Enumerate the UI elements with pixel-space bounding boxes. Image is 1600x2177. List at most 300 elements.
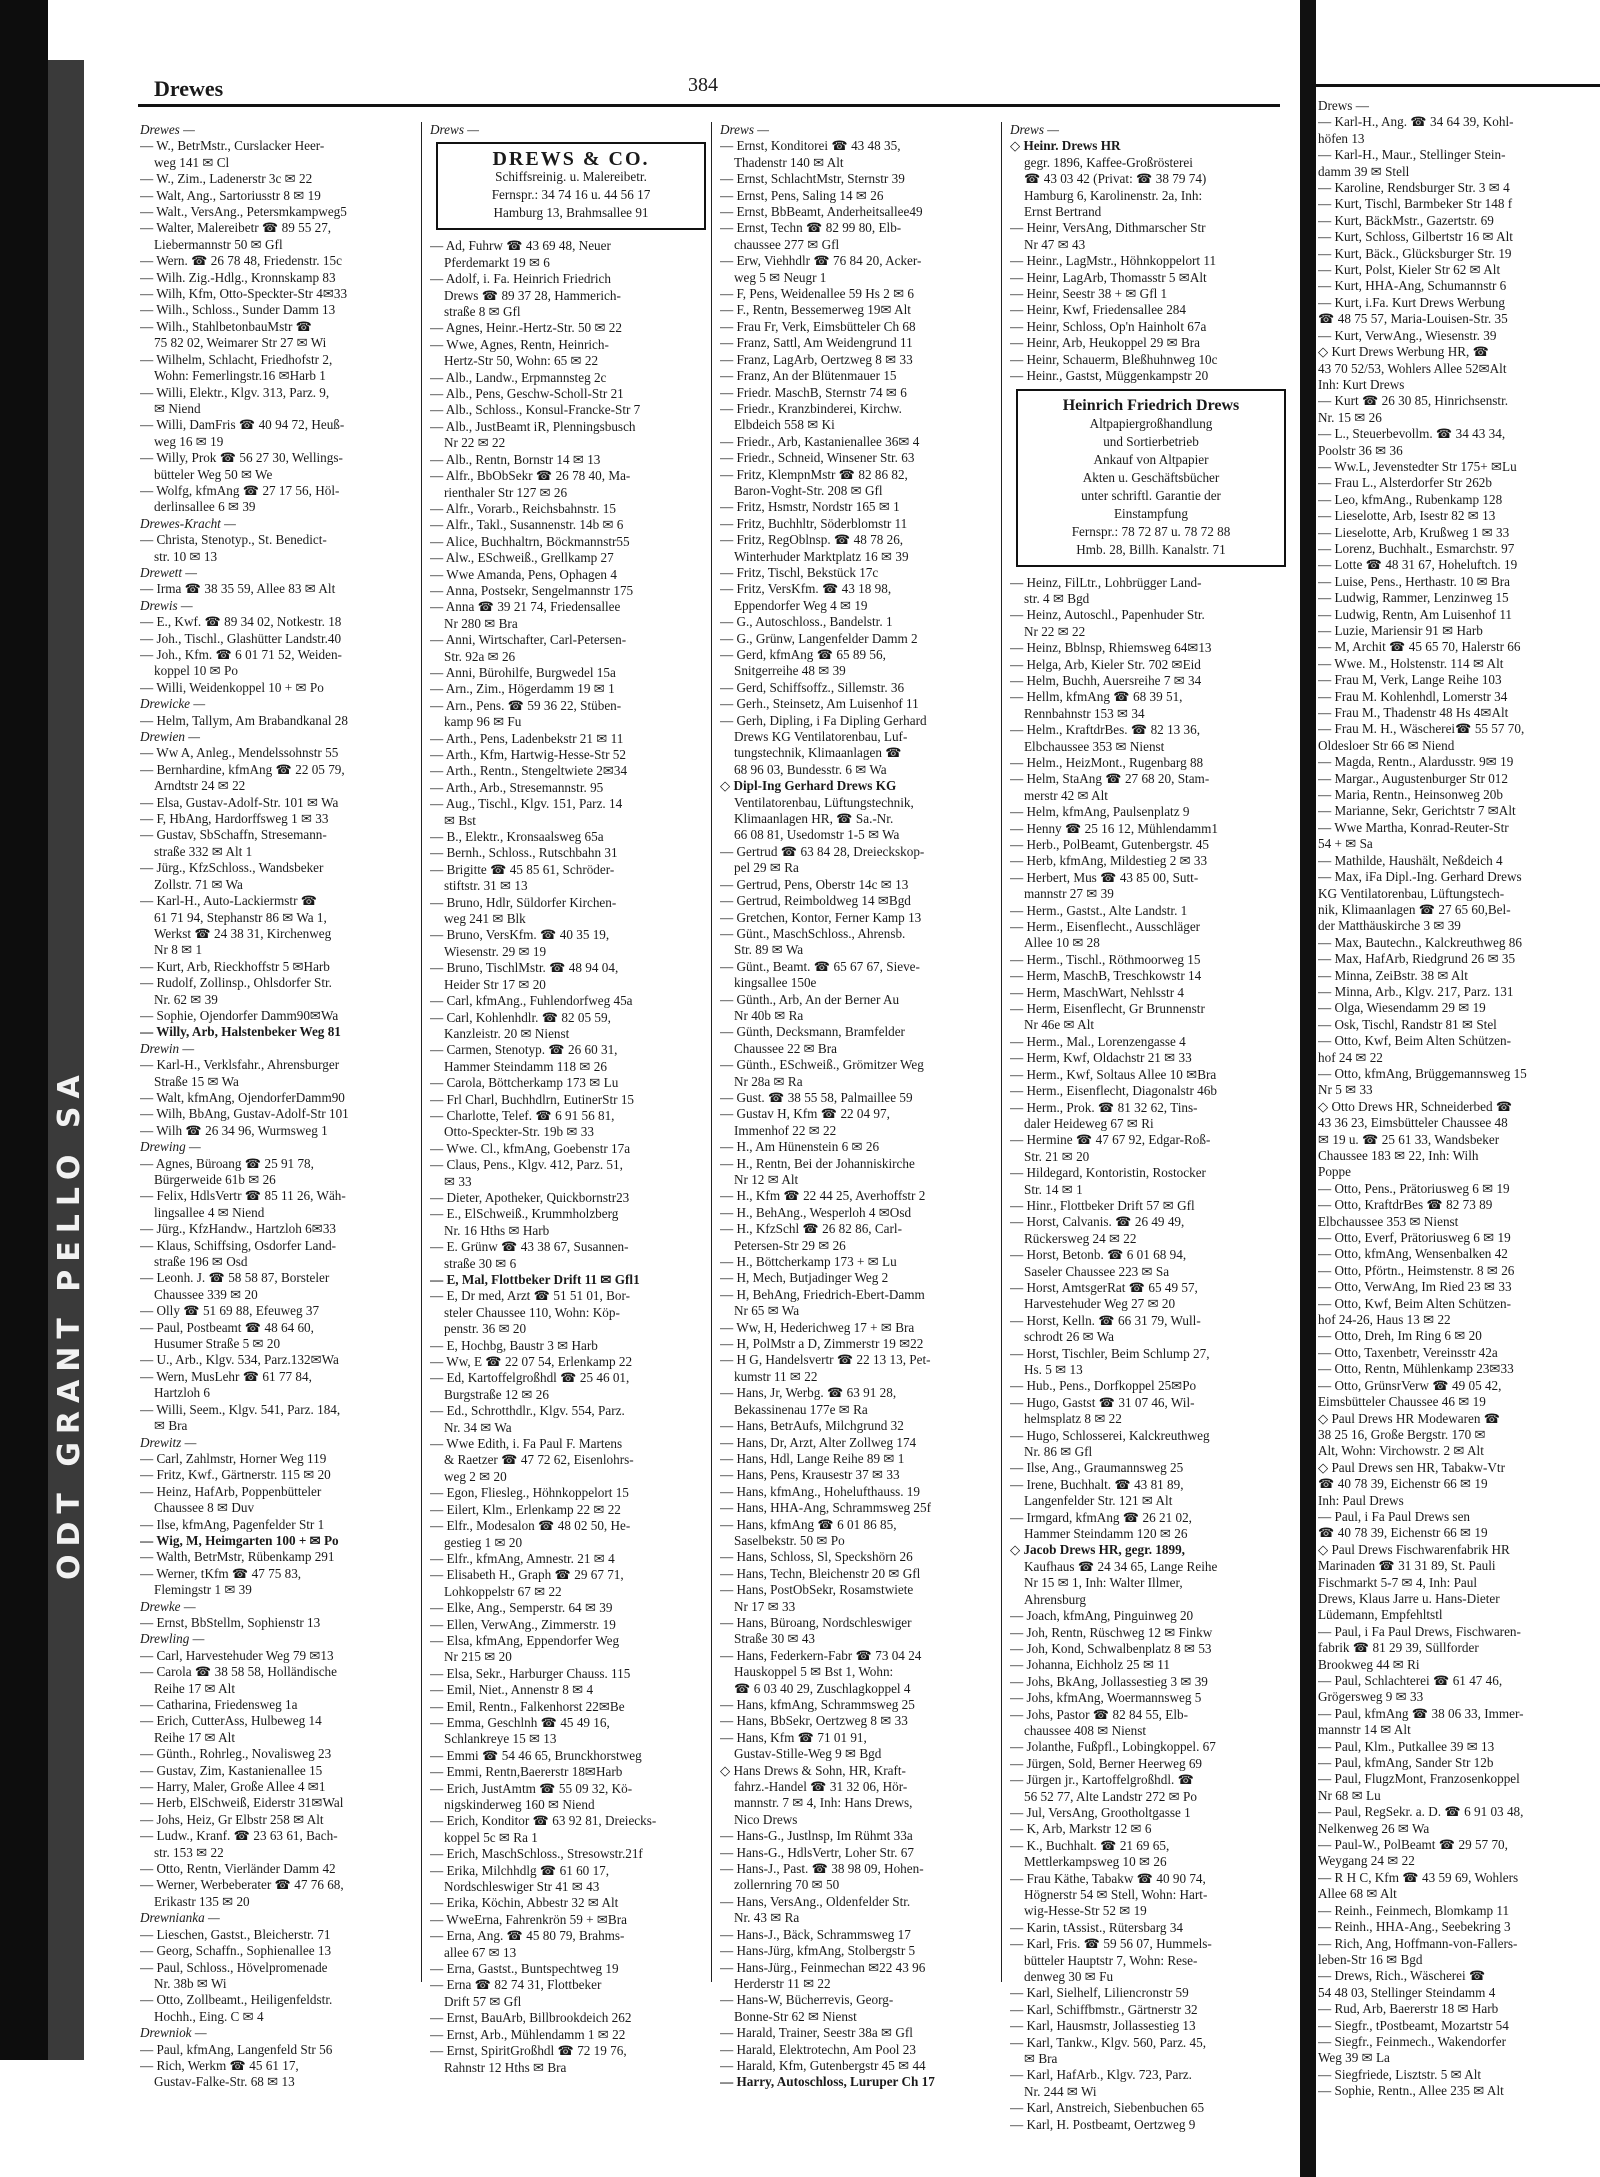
directory-entry: — Walt, Ang., Sartoriusstr 8 ✉ 19 bbox=[140, 187, 321, 203]
directory-entry: — Wern. ☎ 26 78 48, Friedenstr. 15c bbox=[140, 253, 342, 269]
directory-entry: — Jürg., KfzHandw., Hartzloh 6✉33 bbox=[140, 1221, 337, 1237]
ad-line: Fernspr.: 78 72 87 u. 78 72 88 bbox=[1071, 523, 1231, 539]
directory-entry: — Carola ☎ 38 58 58, Holländische bbox=[140, 1664, 337, 1680]
directory-entry: Nr. 15 ✉ 26 bbox=[1318, 409, 1382, 425]
directory-entry: — Rich, Werkm ☎ 45 61 17, bbox=[140, 2057, 299, 2073]
directory-entry: — Otto, Dreh, Im Ring 6 ✉ 20 bbox=[1318, 1328, 1482, 1344]
directory-entry: Mettlerkampsweg 10 ✉ 26 bbox=[1024, 1854, 1167, 1870]
directory-entry: mannstr. 7 ✉ 4, Inh: Hans Drews, bbox=[734, 1795, 913, 1811]
directory-entry: — Irene, Buchhalt. ☎ 43 81 89, bbox=[1010, 1476, 1184, 1492]
directory-entry: — H., BehAng., Wesperloh 4 ✉Osd bbox=[720, 1204, 912, 1220]
directory-entry: — Hans-Jürg, kfmAng, Stolbergstr 5 bbox=[720, 1943, 916, 1959]
directory-entry: — Bruno, Hdlr, Süldorfer Kirchen- bbox=[430, 894, 617, 910]
directory-entry: Nr 65 ✉ Wa bbox=[734, 1303, 800, 1319]
directory-entry: — Joh, Kond, Schwalbenplatz 8 ✉ 53 bbox=[1010, 1640, 1212, 1656]
directory-entry: — Walt, kfmAng, OjendorferDamm90 bbox=[140, 1089, 345, 1105]
directory-entry: — H., Rentn, Bei der Johanniskirche bbox=[720, 1155, 915, 1171]
directory-entry: — Horst, Kelln. ☎ 66 31 79, Wull- bbox=[1010, 1312, 1201, 1328]
column-5-entries bbox=[1318, 98, 1600, 2100]
directory-entry: — Alfr., Vorarb., Reichsbahnstr. 15 bbox=[430, 500, 616, 516]
directory-entry: straße 30 ✉ 6 bbox=[444, 1255, 517, 1271]
directory-entry: — Lieselotte, Arb, Krußweg 1 ✉ 33 bbox=[1318, 524, 1510, 540]
directory-entry: Weg 39 ✉ La bbox=[1318, 2050, 1390, 2066]
directory-entry: — Minna, Arb., Klgv. 217, Parz. 131 bbox=[1318, 983, 1514, 999]
directory-entry: — Minna, ZeiBstr. 38 ✉ Alt bbox=[1318, 967, 1468, 983]
directory-entry: — Hans, kfmAng ☎ 6 01 86 85, bbox=[720, 1516, 897, 1532]
directory-entry: 38 25 16, Große Bergstr. 170 ✉ bbox=[1318, 1426, 1486, 1442]
directory-entry: Langenfelder Str. 121 ✉ Alt bbox=[1024, 1493, 1173, 1509]
directory-entry: Ventilatorenbau, Lüftungstechnik, bbox=[734, 794, 914, 810]
directory-entry: — Anna ☎ 39 21 74, Friedensallee bbox=[430, 599, 621, 615]
directory-entry: Nr. 62 ✉ 39 bbox=[154, 991, 218, 1007]
directory-entry: ✉ 33 bbox=[444, 1173, 472, 1189]
directory-entry: Drews KG Ventilatorenbau, Luf- bbox=[734, 729, 908, 745]
surname-heading: Drewicke — bbox=[140, 696, 206, 712]
directory-entry: — Otto, Rentn, Mühlenkamp 23✉33 bbox=[1318, 1361, 1514, 1377]
directory-entry: — Hans-W, Bücherrevis, Georg- bbox=[720, 1992, 894, 2008]
directory-entry: kumstr 11 ✉ 22 bbox=[734, 1368, 818, 1384]
directory-entry: — Siegfr., tPostbeamt, Mozartstr 54 bbox=[1318, 2017, 1509, 2033]
directory-entry: — Egon, Fliesleg., Höhnkoppelort 15 bbox=[430, 1485, 629, 1501]
directory-entry: Nr 68 ✉ Lu bbox=[1318, 1787, 1381, 1803]
directory-entry: — Herm., Tischl., Röthmoorweg 15 bbox=[1010, 951, 1201, 967]
directory-entry: — Bernhardine, kfmAng ☎ 22 05 79, bbox=[140, 761, 345, 777]
directory-entry: Burgstraße 12 ✉ 26 bbox=[444, 1386, 549, 1402]
directory-entry: — Adolf, i. Fa. Heinrich Friedrich bbox=[430, 271, 611, 287]
directory-entry: koppel 5c ✉ Ra 1 bbox=[444, 1829, 538, 1845]
directory-entry: — Emil, Niet., Annenstr 8 ✉ 4 bbox=[430, 1682, 594, 1698]
directory-entry: Petersen-Str 29 ✉ 26 bbox=[734, 1237, 846, 1253]
directory-entry: — Jürgen jr., Kartoffelgroßhdl. ☎ bbox=[1010, 1772, 1195, 1788]
directory-entry: pel 29 ✉ Ra bbox=[734, 860, 799, 876]
directory-entry: — Irma ☎ 38 35 59, Allee 83 ✉ Alt bbox=[140, 581, 336, 597]
directory-entry: Wiesenstr. 29 ✉ 19 bbox=[444, 943, 547, 959]
directory-entry: — Hans, BetrAufs, Milchgrund 32 bbox=[720, 1418, 904, 1434]
directory-entry: Chaussee 8 ✉ Duv bbox=[154, 1500, 255, 1516]
directory-entry: — Anni, Bürohilfe, Burgwedel 15a bbox=[430, 664, 616, 680]
directory-entry: — Dieter, Apotheker, Quickbornstr23 bbox=[430, 1189, 630, 1205]
directory-entry: zollernring 70 ✉ 50 bbox=[734, 1877, 840, 1893]
surname-heading: Drewin — bbox=[140, 1040, 195, 1056]
directory-entry: str. 153 ✉ 22 bbox=[154, 1844, 224, 1860]
directory-entry: — Erich, CutterAss, Hulbeweg 14 bbox=[140, 1713, 322, 1729]
directory-entry: — Carola, Böttcherkamp 173 ✉ Lu bbox=[430, 1075, 619, 1091]
directory-entry: — Elfr., Modesalon ☎ 48 02 50, He- bbox=[430, 1518, 631, 1534]
directory-entry: — Elke, Ang., Semperstr. 64 ✉ 39 bbox=[430, 1600, 613, 1616]
directory-entry: — Hans-J., Past. ☎ 38 98 09, Hohen- bbox=[720, 1861, 924, 1877]
directory-entry: Hertz-Str 50, Wohn: 65 ✉ 22 bbox=[444, 353, 599, 369]
directory-entry: — Heinz, HafArb, Poppenbütteler bbox=[140, 1483, 322, 1499]
directory-entry: — Carl, Harvestehuder Weg 79 ✉13 bbox=[140, 1647, 334, 1663]
directory-entry: — Arth., Rentn., Stengeltwiete 2✉34 bbox=[430, 763, 628, 779]
directory-entry: — Joh, Rentn, Rüschweg 12 ✉ Finkw bbox=[1010, 1624, 1213, 1640]
directory-entry: — Georg, Schaffn., Sophienallee 13 bbox=[140, 1943, 332, 1959]
directory-entry: — Herm, Eisenflecht, Gr Brunnenstr bbox=[1010, 1001, 1205, 1017]
directory-entry: — Hans, Pens, Krausestr 37 ✉ 33 bbox=[720, 1467, 900, 1483]
page-title: Drewes bbox=[154, 76, 224, 101]
directory-entry: — Karl, Fris. ☎ 59 56 07, Hummels- bbox=[1010, 1936, 1212, 1952]
surname-heading: Drewniok — bbox=[140, 2025, 207, 2041]
surname-heading: Drewes — bbox=[140, 122, 195, 137]
directory-entry: Elbchaussee 353 ✉ Nienst bbox=[1318, 1213, 1459, 1229]
directory-entry: — Ernst, BbStellm, Sophienstr 13 bbox=[140, 1614, 321, 1630]
directory-entry: — Ww A, Anleg., Mendelssohnstr 55 bbox=[140, 745, 339, 761]
directory-entry: — Günth., Arb, An der Berner Au bbox=[720, 991, 900, 1007]
directory-entry: — Wilh, BbAng, Gustav-Adolf-Str 101 bbox=[140, 1106, 349, 1122]
directory-entry: — Heinr, Schloss, Op'n Hainholt 67a bbox=[1010, 318, 1207, 334]
directory-entry: Inh: Kurt Drews bbox=[1318, 376, 1405, 392]
directory-entry: — Ernst, BbBeamt, Anderheitsallee49 bbox=[720, 204, 923, 220]
directory-entry: — M, Archit ☎ 45 65 70, Halerstr 66 bbox=[1318, 639, 1521, 655]
directory-entry: — WweErna, Fahrenkrön 59 + ✉Bra bbox=[430, 1911, 627, 1927]
ad-line: Akten u. Geschäftsbücher bbox=[1082, 469, 1220, 485]
directory-entry: Reihe 17 ✉ Alt bbox=[154, 1729, 236, 1745]
directory-entry: hof 24 ✉ 22 bbox=[1318, 1049, 1383, 1065]
directory-entry: — Harald, Elektrotechn, Am Pool 23 bbox=[720, 2041, 916, 2057]
directory-entry: — Karl-H., Verklsfahr., Ahrensburger bbox=[140, 1057, 340, 1073]
directory-entry: Rahnstr 12 Hths ✉ Bra bbox=[444, 2059, 567, 2075]
directory-entry: — Helm., KraftdrBes. ☎ 82 13 36, bbox=[1010, 722, 1201, 738]
directory-entry: — Karl, HafArb., Klgv. 723, Parz. bbox=[1010, 2067, 1192, 2083]
directory-entry: — Jürgen, Sold, Berner Heerweg 69 bbox=[1010, 1755, 1203, 1771]
heinrich-friedrich-drews-advertisement bbox=[1016, 389, 1286, 567]
surname-heading: Drewnianka — bbox=[140, 1910, 220, 1926]
directory-entry: mannstr 14 ✉ Alt bbox=[1318, 1722, 1411, 1738]
directory-entry: — Alb., JustBeamt iR, Plenningsbusch bbox=[430, 418, 636, 434]
directory-entry: — Sophie, Ojendorfer Damm90✉Wa bbox=[140, 1007, 339, 1023]
directory-entry: — Gustav, Zim, Kastanienallee 15 bbox=[140, 1762, 323, 1778]
directory-entry: — H., KfzSchl ☎ 26 82 86, Carl- bbox=[720, 1221, 902, 1237]
directory-entry: — Wilh, Kfm, Otto-Speckter-Str 4✉33 bbox=[140, 286, 348, 302]
directory-entry: Kaufhaus ☎ 24 34 65, Lange Reihe bbox=[1024, 1558, 1218, 1574]
directory-entry: — Erich, JustAmtm ☎ 55 09 32, Kö- bbox=[430, 1780, 633, 1796]
directory-entry: — Herm., Kwf, Soltaus Allee 10 ✉Bra bbox=[1010, 1066, 1217, 1082]
directory-entry: — Hans, HHA-Ang, Schrammsweg 25f bbox=[720, 1500, 931, 1516]
directory-entry: — Otto, VerwAng, Im Ried 23 ✉ 33 bbox=[1318, 1279, 1512, 1295]
directory-entry: rienthaler Str 127 ✉ 26 bbox=[444, 484, 568, 500]
directory-entry: ☎ 48 75 57, Maria-Louisen-Str. 35 bbox=[1318, 311, 1508, 327]
directory-entry: — H, Mech, Butjadinger Weg 2 bbox=[720, 1270, 889, 1286]
directory-entry: — Wilh ☎ 26 34 96, Wurmsweg 1 bbox=[140, 1122, 328, 1138]
directory-entry: — E, Mal, Flottbeker Drift 11 ✉ Gfl1 bbox=[430, 1272, 640, 1287]
directory-entry: Chaussee 183 ✉ 22, Inh: Wilh bbox=[1318, 1148, 1479, 1163]
directory-entry: — Erika, Köchin, Abbestr 32 ✉ Alt bbox=[430, 1895, 619, 1911]
directory-entry: — Karl, H. Postbeamt, Oertzweg 9 bbox=[1010, 2116, 1196, 2132]
directory-entry: — Ernst, BauArb, Billbrookdeich 262 bbox=[430, 2010, 632, 2026]
directory-entry: — Karl, Hausmstr, Jollassestieg 13 bbox=[1010, 2018, 1196, 2034]
directory-entry: Eppendorfer Weg 4 ✉ 19 bbox=[734, 597, 868, 613]
directory-entry: — Eilert, Klm., Erlenkamp 22 ✉ 22 bbox=[430, 1501, 621, 1517]
ad-line: Fernspr.: 34 74 16 u. 44 56 17 bbox=[491, 187, 651, 203]
directory-entry: — Johanna, Eichholz 25 ✉ 11 bbox=[1010, 1657, 1170, 1673]
column-5-next-page bbox=[1318, 98, 1600, 2100]
directory-entry: — Joh., Kfm. ☎ 6 01 71 52, Weiden- bbox=[140, 647, 342, 662]
directory-entry: Grögersweg 9 ✉ 33 bbox=[1318, 1689, 1424, 1705]
directory-entry: — Karl, Tankw., Klgv. 560, Parz. 45, bbox=[1010, 2034, 1207, 2050]
directory-entry: — Heinz, Bblnsp, Rhiemsweg 64✉13 bbox=[1010, 640, 1212, 656]
directory-entry: Straße 15 ✉ Wa bbox=[154, 1073, 239, 1089]
directory-entry: Alt, Wohn: Virchowstr. 2 ✉ Alt bbox=[1318, 1443, 1484, 1459]
directory-entry: — Helm, Buchh, Auersreihe 7 ✉ 34 bbox=[1010, 672, 1202, 688]
directory-entry: — Frl Charl, Buchhdlrn, EutinerStr 15 bbox=[430, 1091, 635, 1107]
directory-entry: Lohkoppelstr 67 ✉ 22 bbox=[444, 1583, 562, 1599]
directory-entry: — Hans, VersAng., Oldenfelder Str. bbox=[720, 1893, 911, 1909]
directory-entry: — Alfr., BbObSekr ☎ 26 78 40, Ma- bbox=[430, 468, 631, 484]
directory-entry: — Carl, Zahlmstr, Horner Weg 119 bbox=[140, 1450, 327, 1466]
directory-entry: — Gerh, Dipling, i Fa Dipling Gerhard bbox=[720, 712, 927, 728]
directory-entry: — Wilh., StahlbetonbauMstr ☎ bbox=[140, 318, 313, 334]
directory-entry: ◇ Jacob Drews HR, gegr. 1899, bbox=[1010, 1542, 1185, 1558]
directory-entry: — Karl, Anstreich, Siebenbuchen 65 bbox=[1010, 2100, 1205, 2116]
directory-entry: — Gerd, kfmAng ☎ 65 89 56, bbox=[720, 647, 886, 662]
directory-entry: — Karl, Schiffbmstr., Gärtnerstr 32 bbox=[1010, 2001, 1198, 2017]
directory-entry: — Herbert, Mus ☎ 43 85 00, Sutt- bbox=[1010, 869, 1199, 885]
directory-entry: — Ed, Kartoffelgroßhdl ☎ 25 46 01, bbox=[430, 1370, 630, 1386]
directory-entry: Nr. 34 ✉ Wa bbox=[444, 1419, 512, 1435]
directory-entry: — Hans, Hdl, Lange Reihe 89 ✉ 1 bbox=[720, 1450, 905, 1466]
directory-entry: — Jürg., KfzSchloss., Wandsbeker bbox=[140, 860, 324, 876]
directory-entry: — Fritz, Tischl, Bekstück 17c bbox=[720, 564, 879, 580]
directory-entry: 68 96 03, Bundesstr. 6 ✉ Wa bbox=[734, 761, 887, 777]
directory-entry: Herderstr 11 ✉ 22 bbox=[734, 1975, 831, 1991]
directory-entry: Nr 28a ✉ Ra bbox=[734, 1073, 803, 1089]
directory-entry: — Willi, DamFris ☎ 40 94 72, Heuß- bbox=[140, 417, 345, 433]
directory-entry: — Hans-J., Bäck, Schrammsweg 17 bbox=[720, 1926, 911, 1942]
directory-entry: Hs. 5 ✉ 13 bbox=[1024, 1362, 1083, 1377]
directory-entry: — Ilse, kfmAng, Pagenfelder Str 1 bbox=[140, 1516, 325, 1532]
directory-entry: — Herm., Eisenflecht., Ausschläger bbox=[1010, 919, 1201, 935]
directory-entry: — E., Kwf. ☎ 89 34 02, Notkestr. 18 bbox=[140, 614, 342, 630]
directory-entry: straße 332 ✉ Alt 1 bbox=[154, 843, 253, 859]
directory-entry: — Arth., Kfm, Hartwig-Hesse-Str 52 bbox=[430, 747, 626, 762]
directory-entry: steler Chaussee 110, Wohn: Köp- bbox=[444, 1304, 620, 1320]
directory-entry: — E. Grünw ☎ 43 38 67, Susannen- bbox=[430, 1239, 629, 1255]
directory-entry: — Gustav, SbSchaffn, Stresemann- bbox=[140, 827, 327, 843]
directory-entry: Nr. 16 Hths ✉ Harb bbox=[444, 1222, 550, 1238]
directory-entry: Rennbahnstr 153 ✉ 34 bbox=[1024, 705, 1145, 721]
directory-entry: — W., Zim., Ladenerstr 3c ✉ 22 bbox=[140, 171, 313, 187]
directory-entry: — Frau Käthe, Tabakw ☎ 40 90 74, bbox=[1010, 1870, 1206, 1886]
directory-entry: — Paul, i Fa Paul Drews, Fischwaren- bbox=[1318, 1623, 1521, 1639]
directory-entry: Lüdemann, Empfehltstl bbox=[1318, 1607, 1443, 1623]
directory-entry: — E., ElSchweiß., Krummholzberg bbox=[430, 1206, 619, 1222]
directory-entry: — Paul, i Fa Paul Drews sen bbox=[1318, 1508, 1471, 1524]
directory-entry: — Herm, Kwf, Oldachstr 21 ✉ 33 bbox=[1010, 1050, 1192, 1066]
directory-entry: — Siegfr., Feinmech., Wakendorfer bbox=[1318, 2033, 1507, 2049]
directory-entry: Nr. 38b ✉ Wi bbox=[154, 1975, 227, 1991]
directory-entry: Pferdemarkt 19 ✉ 6 bbox=[444, 254, 550, 270]
directory-entry: Saselbekstr. 50 ✉ Po bbox=[734, 1532, 845, 1548]
directory-entry: — F., Rentn, Bessemerweg 19✉ Alt bbox=[720, 302, 911, 318]
directory-entry: — Heinr, LagArb, Thomasstr 5 ✉Alt bbox=[1010, 269, 1207, 285]
directory-entry: Nr. 244 ✉ Wi bbox=[1024, 2083, 1097, 2099]
directory-entry: — Erna ☎ 82 74 31, Flottbeker bbox=[430, 1977, 602, 1993]
directory-entry: Str. 14 ✉ 1 bbox=[1024, 1181, 1083, 1197]
directory-entry: Thadenstr 140 ✉ Alt bbox=[734, 154, 844, 170]
directory-entry: Nr 215 ✉ 20 bbox=[444, 1649, 512, 1665]
directory-entry: — Ludwig, Rentn, Am Luisenhof 11 bbox=[1318, 606, 1513, 622]
directory-entry: Inh: Paul Drews bbox=[1318, 1492, 1404, 1508]
directory-entry: — Horst, Betonb. ☎ 6 01 68 94, bbox=[1010, 1247, 1187, 1263]
directory-entry: mannstr 27 ✉ 39 bbox=[1024, 886, 1114, 902]
surname-heading: Drewien — bbox=[140, 729, 200, 745]
directory-entry: — Harry, Maler, Große Allee 4 ✉1 bbox=[140, 1779, 326, 1795]
directory-entry: — Frau M. Kohlenhdl, Lomerstr 34 bbox=[1318, 688, 1508, 704]
directory-entry: Nr 15 ✉ 1, Inh: Walter Illmer, bbox=[1024, 1575, 1183, 1591]
directory-entry: — Walt., VersAng., Petersmkampweg5 bbox=[140, 204, 347, 220]
directory-entry: — Otto, Pförtn., Heimstenstr. 8 ✉ 26 bbox=[1318, 1262, 1515, 1278]
directory-entry: Bürgerweide 61b ✉ 26 bbox=[154, 1172, 276, 1187]
directory-entry: — Emmi, Rentn,Baererstr 18✉Harb bbox=[430, 1764, 623, 1780]
directory-entry: Elbchaussee 353 ✉ Nienst bbox=[1024, 738, 1165, 754]
directory-entry: — Claus, Pens., Klgv. 412, Parz. 51, bbox=[430, 1157, 623, 1173]
directory-entry: wig-Hesse-Str 52 ✉ 19 bbox=[1024, 1903, 1147, 1919]
surname-heading: Drews — bbox=[720, 122, 769, 137]
ad-line: unter schriftl. Garantie der bbox=[1081, 487, 1221, 503]
directory-entry: — Herm., Gastst., Alte Landstr. 1 bbox=[1010, 902, 1188, 918]
directory-entry: — Agnes, Büroang ☎ 25 91 78, bbox=[140, 1155, 314, 1171]
directory-entry: — Siegfriede, Lisztstr. 5 ✉ Alt bbox=[1318, 2066, 1482, 2082]
ad-line: Hamburg 13, Brahmsallee 91 bbox=[493, 205, 649, 221]
directory-entry: — Frau M. H., Wäscherei☎ 55 57 70, bbox=[1318, 721, 1525, 737]
directory-entry: straße 196 ✉ Osd bbox=[154, 1254, 248, 1270]
directory-entry: — Hans, Büroang, Nordschleswiger bbox=[720, 1614, 912, 1630]
directory-entry: ✉ Bra bbox=[1024, 2051, 1058, 2067]
directory-entry: ✉ Bra bbox=[154, 1418, 188, 1434]
directory-entry: — Willy, Prok ☎ 56 27 30, Wellings- bbox=[140, 450, 343, 466]
directory-entry: ◇ Hans Drews & Sohn, HR, Kraft- bbox=[720, 1762, 906, 1778]
directory-entry: — H., Böttcherkamp 173 + ✉ Lu bbox=[720, 1254, 897, 1270]
directory-entry: Nr 17 ✉ 33 bbox=[734, 1598, 796, 1614]
directory-entry: Schlankreye 15 ✉ 13 bbox=[444, 1731, 557, 1747]
directory-entry: — G., Autoschloss., Bandelstr. 1 bbox=[720, 614, 893, 630]
directory-entry: — Rich, Ang, Hoffmann-von-Fallers- bbox=[1318, 1935, 1518, 1951]
directory-entry: Brookweg 44 ✉ Ri bbox=[1318, 1656, 1420, 1672]
directory-entry: — Hellm, kfmAng ☎ 68 39 51, bbox=[1010, 689, 1183, 705]
directory-entry: — Heinr, Arb, Heukoppel 29 ✉ Bra bbox=[1010, 335, 1200, 351]
ad-company-name: DREWS & CO. bbox=[492, 148, 650, 171]
directory-entry: — Catharina, Friedensweg 1a bbox=[140, 1697, 298, 1712]
ad-line: Ankauf von Altpapier bbox=[1093, 451, 1209, 467]
directory-entry: — Karl, Sielhelf, Liliencronstr 59 bbox=[1010, 1985, 1189, 2001]
directory-entry: — Gertrud ☎ 63 84 28, Dreieckskop- bbox=[720, 843, 925, 859]
directory-entry: — Aug., Tischl., Klgv. 151, Parz. 14 bbox=[430, 796, 623, 812]
directory-entry: — Gertrud, Reimboldweg 14 ✉Bgd bbox=[720, 893, 911, 909]
directory-entry: & Raetzer ☎ 47 72 62, Eisenlohrs- bbox=[444, 1452, 634, 1468]
directory-entry: — H, PolMstr a D, Zimmerstr 19 ✉22 bbox=[720, 1336, 924, 1352]
directory-entry: — Ludw., Kranf. ☎ 23 63 61, Bach- bbox=[140, 1828, 338, 1844]
directory-entry: — Arth., Arb., Stresemannstr. 95 bbox=[430, 779, 604, 795]
directory-entry: — Alb., Pens, Geschw-Scholl-Str 21 bbox=[430, 386, 624, 402]
directory-entry: — Anna, Postsekr, Sengelmannstr 175 bbox=[430, 582, 634, 598]
directory-entry: — Johs, Heiz, Gr Elbstr 258 ✉ Alt bbox=[140, 1811, 324, 1827]
column-4-entries bbox=[1010, 575, 1286, 2134]
directory-entry: Rückersweg 24 ✉ 22 bbox=[1024, 1230, 1137, 1246]
directory-entry: Nr 12 ✉ Alt bbox=[734, 1172, 799, 1187]
directory-entry: — Hermine ☎ 47 67 92, Edgar-Roß- bbox=[1010, 1132, 1211, 1148]
surname-heading: Drews — bbox=[1318, 98, 1369, 113]
directory-entry: — Elsa, Gustav-Adolf-Str. 101 ✉ Wa bbox=[140, 794, 339, 810]
directory-entry: — Herb., PolBeamt, Gutenbergstr. 45 bbox=[1010, 837, 1210, 852]
directory-entry: Wohn: Femerlingstr.16 ✉Harb 1 bbox=[154, 368, 326, 384]
directory-entry: Saseler Chaussee 223 ✉ Sa bbox=[1024, 1263, 1170, 1279]
directory-entry: helmsplatz 8 ✉ 22 bbox=[1024, 1411, 1122, 1427]
directory-entry: — Jul, VersAng, Grootholtgasse 1 bbox=[1010, 1804, 1191, 1820]
directory-entry: Ernst Bertrand bbox=[1024, 204, 1102, 220]
directory-entry: ☎ 43 03 42 (Privat: ☎ 38 79 74) bbox=[1024, 171, 1207, 187]
directory-entry: — Kurt, BäckMstr., Gazertstr. 69 bbox=[1318, 212, 1494, 228]
directory-entry: — Otto, Rentn, Vierländer Damm 42 bbox=[140, 1861, 336, 1877]
directory-entry: Drews ☎ 89 37 28, Hammerich- bbox=[444, 287, 621, 303]
surname-heading: Drews — bbox=[1010, 122, 1059, 137]
directory-entry: — Werner, Werbeberater ☎ 47 76 68, bbox=[140, 1877, 344, 1893]
directory-entry: — Gustav H, Kfm ☎ 22 04 97, bbox=[720, 1106, 890, 1122]
directory-entry: — Paul, Postbeamt ☎ 48 64 60, bbox=[140, 1319, 314, 1335]
directory-entry: — Carl, Kohlenhdlr. ☎ 82 05 59, bbox=[430, 1009, 611, 1025]
directory-entry: Drift 57 ✉ Gfl bbox=[444, 1993, 522, 2009]
directory-entry: — Frau L., Alsterdorfer Str 262b bbox=[1318, 475, 1492, 491]
directory-entry: — Fritz, RegOblnsp. ☎ 48 78 26, bbox=[720, 532, 904, 548]
directory-entry: Elbdeich 558 ✉ Ki bbox=[734, 417, 835, 433]
directory-entry: Husumer Straße 5 ✉ 20 bbox=[154, 1336, 281, 1352]
directory-entry: — Wilhelm, Schlacht, Friedhofstr 2, bbox=[140, 351, 333, 367]
directory-entry: — Ernst, Techn ☎ 82 99 80, Elb- bbox=[720, 220, 902, 236]
directory-entry: — Ed., Schrotthdlr., Klgv. 554, Parz. bbox=[430, 1403, 625, 1419]
directory-entry: — Johs, kfmAng, Woermannsweg 5 bbox=[1010, 1690, 1202, 1706]
directory-entry: damm 39 ✉ Stell bbox=[1318, 163, 1410, 179]
directory-entry: — Ww, E ☎ 22 07 54, Erlenkamp 22 bbox=[430, 1354, 633, 1370]
directory-entry: Hartzloh 6 bbox=[154, 1385, 211, 1401]
directory-entry: — Hans, Dr, Arzt, Alter Zollweg 174 bbox=[720, 1434, 917, 1450]
directory-entry: ✉ 19 u. ☎ 25 61 33, Wandsbeker bbox=[1318, 1131, 1500, 1147]
directory-entry: weg 141 ✉ Cl bbox=[154, 154, 230, 170]
directory-entry: — Willi, Elektr., Klgv. 313, Parz. 9, bbox=[140, 384, 330, 400]
directory-entry: Zollstr. 71 ✉ Wa bbox=[154, 876, 243, 892]
directory-entry: — Sophie, Rentn., Allee 235 ✉ Alt bbox=[1318, 2083, 1504, 2099]
directory-entry: — Günth., ESchweiß., Grömitzer Weg bbox=[720, 1057, 924, 1073]
surname-heading: Drewke — bbox=[140, 1598, 196, 1614]
directory-entry: — Erika, Milchhdlg ☎ 61 60 17, bbox=[430, 1862, 610, 1878]
directory-entry: — Heinz, FilLtr., Lohbrügger Land- bbox=[1010, 574, 1202, 590]
directory-entry: — Kurt, Arb, Rieckhoffstr 5 ✉Harb bbox=[140, 958, 330, 974]
directory-entry: — Erich, MaschSchloss., Stresowstr.21f bbox=[430, 1846, 643, 1862]
directory-entry: — Johs, Pastor ☎ 82 84 55, Elb- bbox=[1010, 1706, 1188, 1722]
directory-entry: — Elfr., kfmAng, Amnestr. 21 ✉ 4 bbox=[430, 1550, 615, 1566]
column-2 bbox=[430, 122, 706, 2076]
directory-entry: — Kurt, HHA-Ang, Schumannstr 6 bbox=[1318, 278, 1507, 294]
directory-entry: Flemingstr 1 ✉ 39 bbox=[154, 1582, 252, 1598]
directory-entry: — K, Arb, Markstr 12 ✉ 6 bbox=[1010, 1821, 1152, 1837]
ad-line: Einstampfung bbox=[1114, 505, 1188, 521]
directory-entry: — Ludwig, Rammer, Lenzinweg 15 bbox=[1318, 590, 1509, 606]
directory-entry: str. 4 ✉ Bgd bbox=[1024, 590, 1090, 606]
directory-entry: — Friedr., Kranzbinderei, Kirchw. bbox=[720, 400, 902, 416]
directory-entry: — Alb., Rentn, Bornstr 14 ✉ 13 bbox=[430, 451, 601, 467]
directory-entry: — Kurt, Polst, Kieler Str 62 ✉ Alt bbox=[1318, 262, 1501, 278]
directory-entry: Hammer Steindamm 118 ✉ 26 bbox=[444, 1058, 607, 1074]
directory-entry: — Max, HafArb, Riedgrund 26 ✉ 35 bbox=[1318, 951, 1516, 967]
directory-entry: fabrik ☎ 81 29 39, Süllforder bbox=[1318, 1640, 1479, 1656]
directory-entry: Ahrensburg bbox=[1024, 1591, 1087, 1607]
directory-entry: — Karl-H., Ang. ☎ 34 64 39, Kohl- bbox=[1318, 114, 1514, 130]
directory-entry: lingsallee 4 ✉ Niend bbox=[154, 1204, 265, 1220]
directory-entry: Högnerstr 54 ✉ Stell, Wohn: Hart- bbox=[1024, 1887, 1208, 1902]
directory-entry: gegr. 1896, Kaffee-Großrösterei bbox=[1024, 154, 1193, 170]
directory-entry: — Elisabeth H., Graph ☎ 29 67 71, bbox=[430, 1567, 624, 1583]
directory-entry: Nr 22 ✉ 22 bbox=[444, 435, 506, 451]
directory-entry: — Willi, Seem., Klgv. 541, Parz. 184, bbox=[140, 1401, 341, 1417]
directory-entry: Nr 22 ✉ 22 bbox=[1024, 623, 1086, 639]
